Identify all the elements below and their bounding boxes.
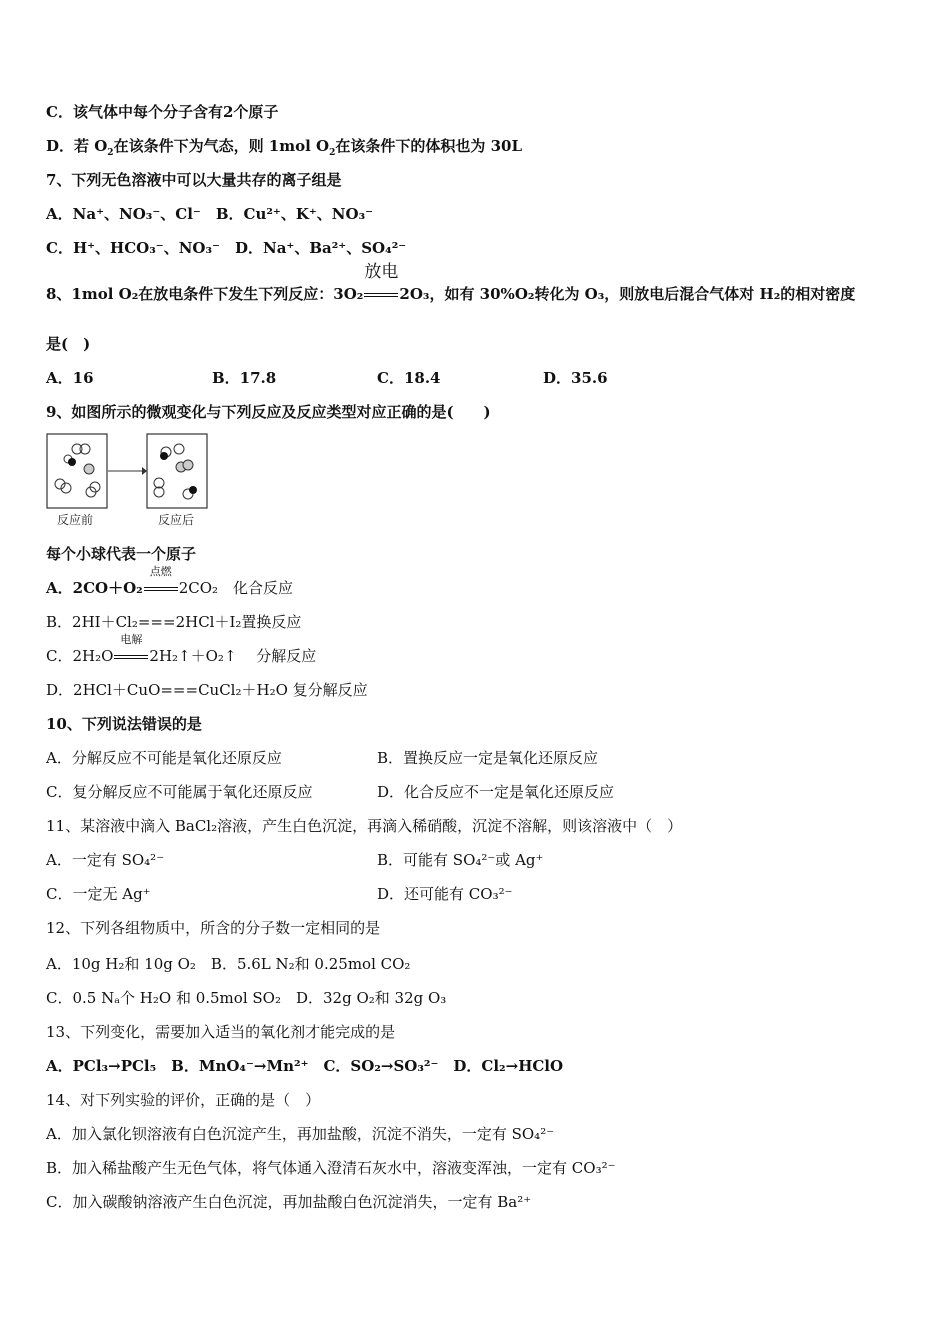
q9-option-b: B．2HI＋Cl₂===2HCl＋I₂置换反应 (46, 613, 302, 631)
q12-options-cd: C．0.5 Nₐ个 H₂O 和 0.5mol SO₂ D．32g O₂和 32g O₃ (46, 989, 447, 1007)
q7-options-ab: A．Na⁺、NO₃⁻、Cl⁻ B．Cu²⁺、K⁺、NO₃⁻ (46, 205, 374, 223)
q10-option-a: A．分解反应不可能是氧化还原反应 (46, 749, 282, 767)
q9-option-c: C．2H₂O 电解 2H₂↑＋O₂↑ 分解反应 (46, 633, 317, 665)
q12-options-ab: A．10g H₂和 10g O₂ B．5.6L N₂和 0.25mol CO₂ (46, 955, 411, 973)
q8-option-a: A．16 (46, 369, 94, 387)
question-10: 10、下列说法错误的是 (46, 715, 202, 733)
after-black-atom-1 (160, 452, 168, 460)
reaction-diagram-svg (46, 432, 216, 532)
before-box (47, 434, 107, 508)
q11-option-a: A．一定有 SO₄²⁻ (46, 851, 165, 869)
q8-option-d: D．35.6 (543, 369, 608, 387)
question-8: 8、1mol O₂在放电条件下发生下列反应：3O₂ 放电 2O₃，如有 30%O₂转化为 O₃，则放电后混合气体对 H₂的相对密度 (46, 262, 856, 303)
q11-option-b: B．可能有 SO₄²⁻或 Ag⁺ (377, 851, 544, 869)
q14-option-b: B．加入稀盐酸产生无色气体，将气体通入澄清石灰水中，溶液变浑浊，一定有 CO₃²⁻ (46, 1159, 616, 1177)
q8-option-b: B．17.8 (212, 369, 277, 387)
option-c-molecule-atoms: C．该气体中每个分子含有2个原子 (46, 103, 279, 121)
q9-note: 每个小球代表一个原子 (46, 545, 197, 563)
label-before: 反应前 (57, 513, 94, 527)
question-14: 14、对下列实验的评价，正确的是（ ） (46, 1091, 321, 1109)
q14-option-c: C．加入碳酸钠溶液产生白色沉淀，再加盐酸白色沉淀消失，一定有 Ba²⁺ (46, 1193, 532, 1211)
reaction-diagram (46, 432, 216, 532)
question-11: 11、某溶液中滴入 BaCl₂溶液，产生白色沉淀，再滴入稀硝酸，沉淀不溶解，则该溶液中（ ） (46, 817, 683, 835)
q11-option-d: D．还可能有 CO₃²⁻ (377, 885, 513, 903)
before-molecules (55, 444, 100, 497)
q11-option-c: C．一定无 Ag⁺ (46, 885, 151, 903)
q8-option-c: C．18.4 (377, 369, 441, 387)
ignite-equation-sign: 点燃 (144, 578, 178, 598)
question-12: 12、下列各组物质中，所含的分子数一定相同的是 (46, 919, 381, 937)
question-9: 9、如图所示的微观变化与下列反应及反应类型对应正确的是( ) (46, 403, 491, 421)
question-8-cont: 是( ) (46, 335, 91, 353)
question-7: 7、下列无色溶液中可以大量共存的离子组是 (46, 171, 342, 189)
after-box (147, 434, 207, 508)
q10-option-b: B．置换反应一定是氧化还原反应 (377, 749, 599, 767)
q10-option-d: D．化合反应不一定是氧化还原反应 (377, 783, 615, 801)
q10-option-c: C．复分解反应不可能属于氧化还原反应 (46, 783, 313, 801)
electrolysis-equation-sign: 电解 (114, 646, 148, 666)
discharge-equation-sign: 放电 (364, 284, 398, 304)
q14-option-a: A．加入氯化钡溶液有白色沉淀产生，再加盐酸，沉淀不消失，一定有 SO₄²⁻ (46, 1125, 555, 1143)
before-black-atom (68, 458, 76, 466)
q7-options-cd: C．H⁺、HCO₃⁻、NO₃⁻ D．Na⁺、Ba²⁺、SO₄²⁻ (46, 239, 407, 257)
option-d-o2-volume: D．若 $O_2$在该条件下为气态，则 1mol $O_2$在该条件下的体积也为 30L (46, 137, 523, 158)
after-molecules (154, 444, 193, 499)
reaction-arrow-head (142, 467, 147, 475)
question-13: 13、下列变化，需要加入适当的氧化剂才能完成的是 (46, 1023, 396, 1041)
after-black-atom-2 (189, 486, 197, 494)
label-after: 反应后 (158, 513, 195, 527)
q13-options: A．PCl₃→PCl₅ B．MnO₄⁻→Mn²⁺ C．SO₂→SO₃²⁻ D．Cl₂→HClO (46, 1057, 564, 1075)
q9-option-a: A．2CO＋O₂ 点燃 2CO₂ 化合反应 (46, 565, 294, 597)
q9-option-d: D．2HCl＋CuO===CuCl₂＋H₂O 复分解反应 (46, 681, 368, 699)
